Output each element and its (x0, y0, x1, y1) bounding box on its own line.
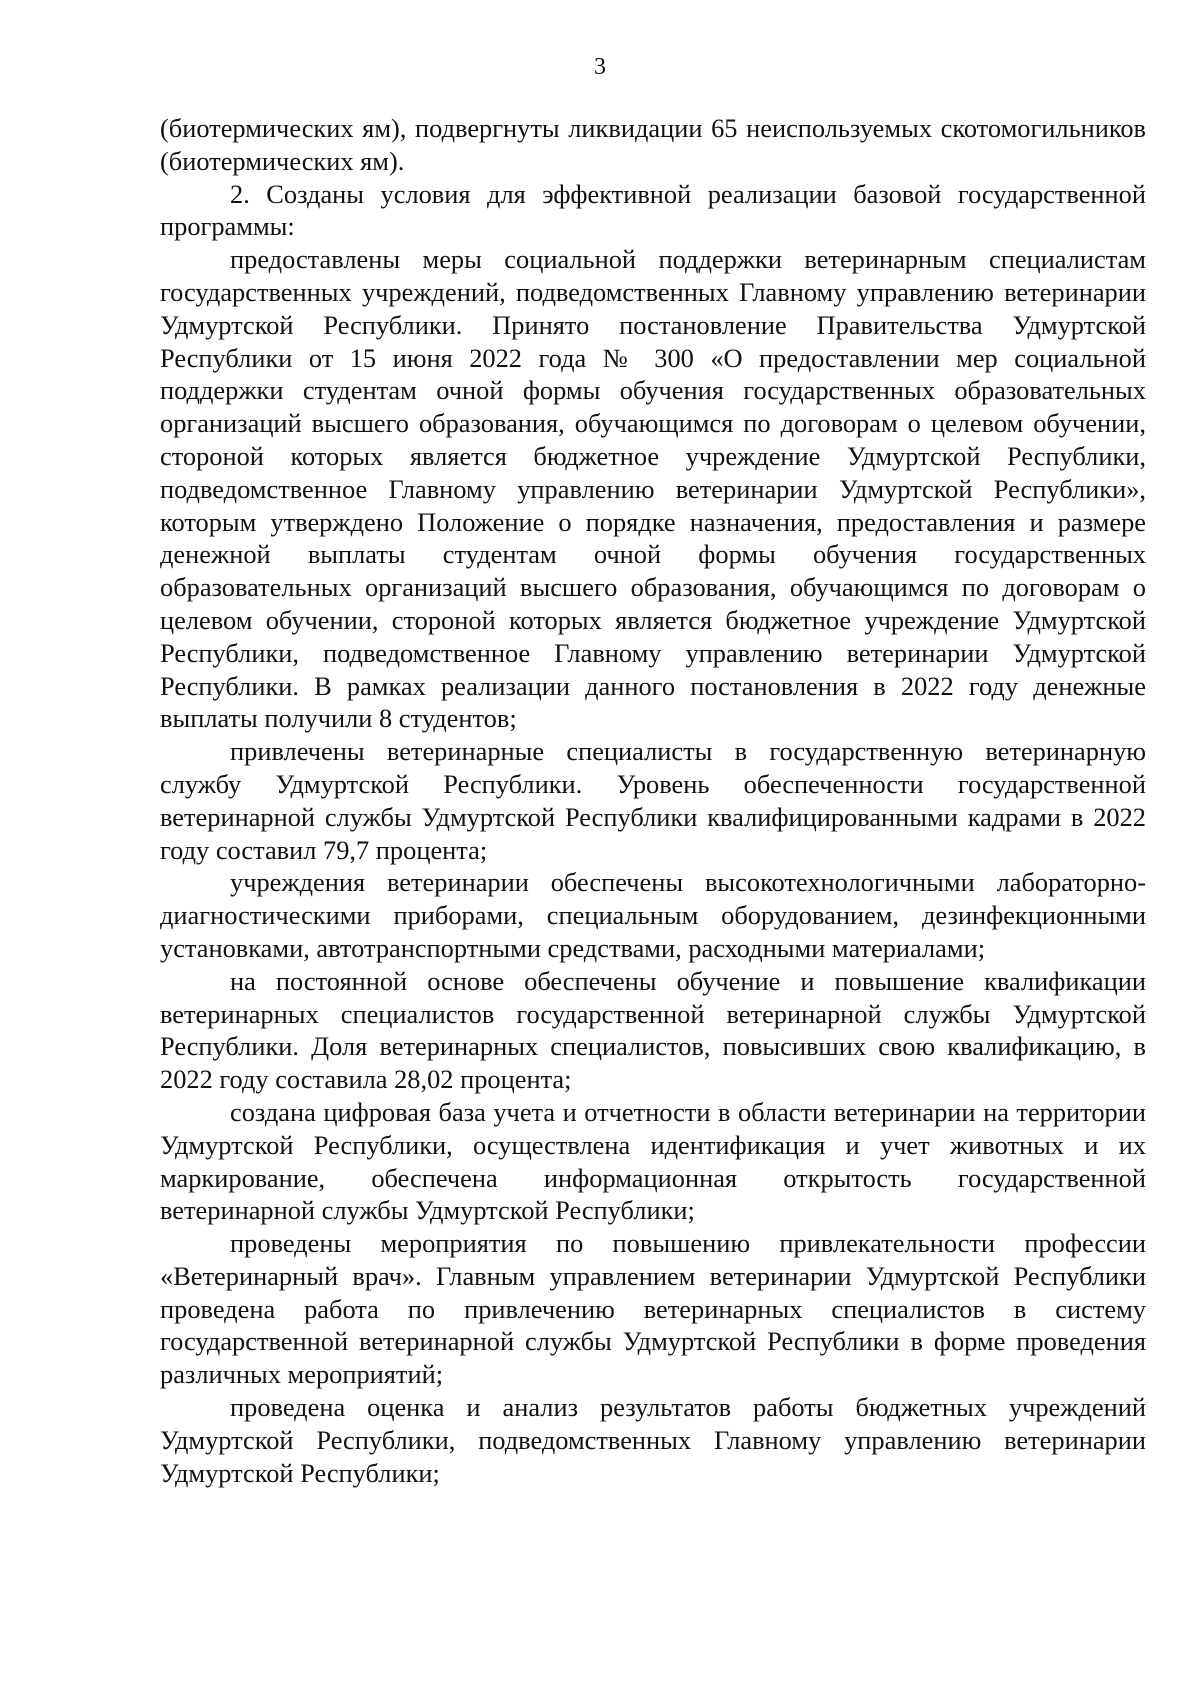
paragraph: учреждения ветеринарии обеспечены высокотехнологичными лабораторно-диагностическими приборами, специальным оборудованием, дезинфекционными установками, автотранспортными средствами, расходными материалами; (160, 867, 1146, 963)
paragraph: привлечены ветеринарные специалисты в государственную ветеринарную службу Удмуртской Республики. Уровень обеспеченности государственной ветеринарной службы Удмуртской Республики квалифицированными кадрами в 2022 году составил 79,7 процента; (160, 736, 1146, 865)
page-number: 3 (594, 54, 606, 80)
paragraph: проведены мероприятия по повышению привлекательности профессии «Ветеринарный врач». Главным управлением ветеринарии Удмуртской Республики проведена работа по привлечению ветеринарных специалистов в систему государственной ветеринарной службы Удмуртской Республики в форме проведения различных мероприятий; (160, 1228, 1146, 1390)
paragraph: на постоянной основе обеспечены обучение и повышение квалификации ветеринарных специалистов государственной ветеринарной службы Удмуртской Республики. Доля ветеринарных специалистов, повысивших свою квалификацию, в 2022 году составила 28,02 процента; (160, 965, 1146, 1095)
document-body (160, 112, 1146, 1489)
paragraph: проведена оценка и анализ результатов работы бюджетных учреждений Удмуртской Республики, подведомственных Главному управлению ветеринарии Удмуртской Республики; (160, 1392, 1146, 1488)
paragraph: (биотермических ям), подвергнуты ликвидации 65 неиспользуемых скотомогильников (биотермических ям). (160, 113, 1146, 176)
paragraph: создана цифровая база учета и отчетности в области ветеринарии на территории Удмуртской Республики, осуществлена идентификация и учет животных и их маркирование, обеспечена информационная открытость государственной ветеринарной службы Удмуртской Республики; (160, 1096, 1146, 1226)
paragraph: 2. Созданы условия для эффективной реализации базовой государственной программы: (160, 178, 1146, 242)
paragraph: предоставлены меры социальной поддержки ветеринарным специалистам государственных учреждений, подведомственных Главному управлению ветеринарии Удмуртской Республики. Принято постановление Правительства Удмуртской Республики от 15 июня 2022 года № 300 «О предоставлении мер социальной поддержки студентам очной формы обучения государственных образовательных организаций высшего образования, обучающимся по договорам о целевом обучении, стороной которых является бюджетное учреждение Удмуртской Республики, подведомственное Главному управлению ветеринарии Удмуртской Республики», которым утверждено Положение о порядке назначения, предоставления и размере денежной выплаты студентам очной формы обучения государственных образовательных организаций высшего образования, обучающимся по договорам о целевом обучении, стороной которых является бюджетное учреждение Удмуртской Республики, подведомственное Главному управлению ветеринарии Удмуртской Республики. В рамках реализации данного постановления в 2022 году денежные выплаты получили 8 студентов; (160, 244, 1146, 734)
